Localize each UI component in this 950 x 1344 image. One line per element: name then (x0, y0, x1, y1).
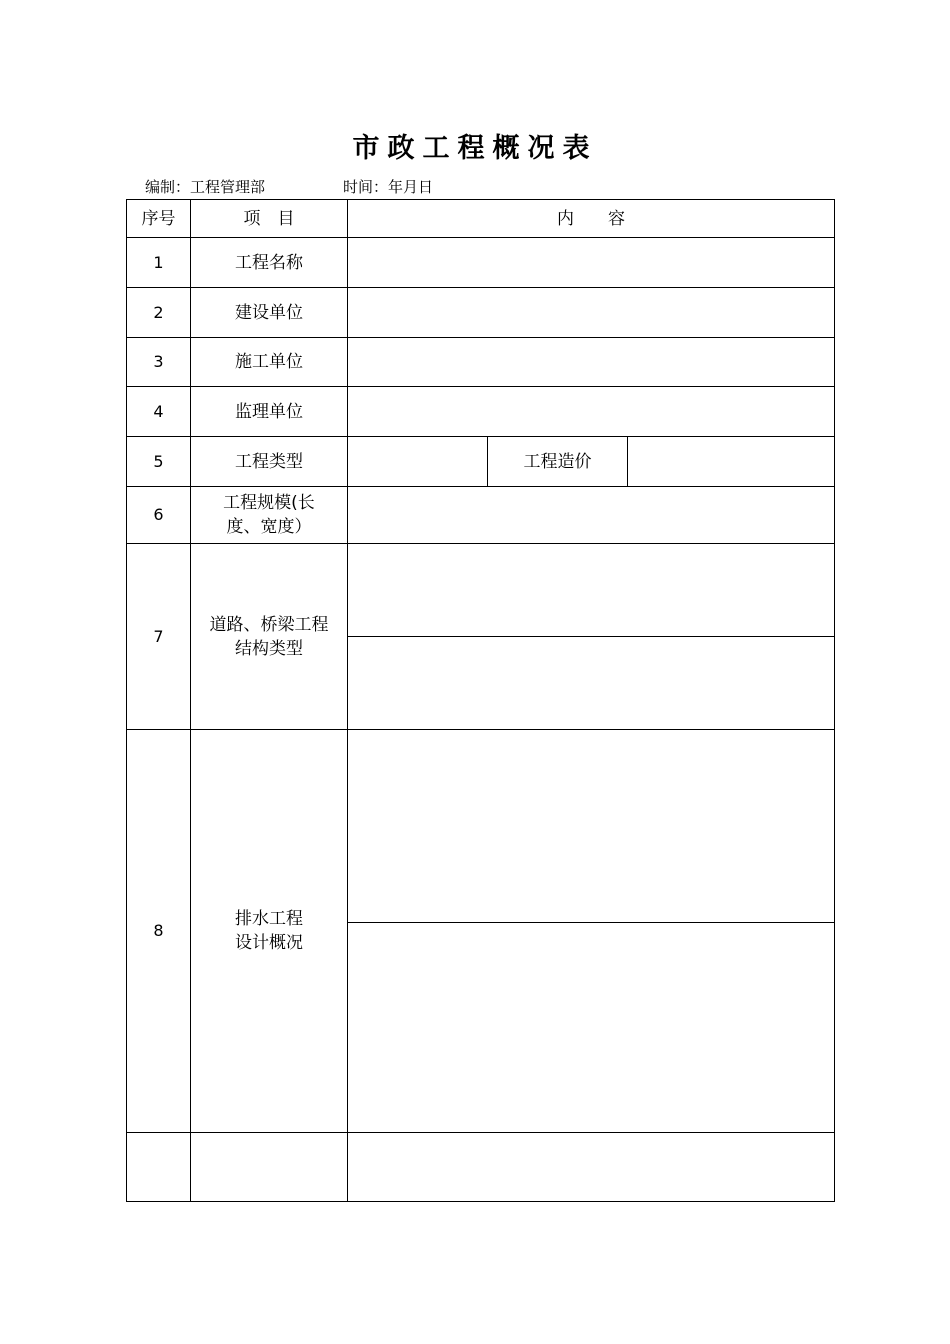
table-line (834, 199, 835, 1202)
row-label-project-cost: 工程造价 (523, 451, 592, 472)
value-cell-road-structure[interactable] (348, 544, 834, 636)
value-cell-project-cost[interactable] (628, 437, 834, 486)
value-cell-bridge-structure[interactable] (348, 637, 834, 729)
row-label-line: 度、宽度） (226, 517, 312, 537)
row-label-project-name: 工程名称 (235, 252, 303, 273)
header-item: 项 目 (243, 208, 295, 229)
value-cell-blank[interactable] (348, 1133, 834, 1201)
row-label-line: 排水工程 (235, 909, 303, 929)
row-number: 6 (153, 505, 164, 524)
value-cell-project-name[interactable] (348, 238, 834, 287)
value-cell-supervisor[interactable] (348, 387, 834, 436)
row-number: 2 (153, 302, 164, 322)
page-title: 市政工程概况表 (352, 133, 598, 164)
row-label-owner: 建设单位 (235, 302, 303, 323)
row-label-drainage-design (191, 730, 347, 1132)
row-number: 8 (153, 921, 164, 940)
row-label-project-scale (191, 487, 347, 543)
row-number: 7 (153, 626, 164, 646)
value-cell-project-scale[interactable] (348, 487, 834, 543)
value-cell-drainage-part-2[interactable] (348, 923, 834, 1132)
row-label-project-type: 工程类型 (235, 451, 303, 472)
row-number[interactable] (127, 1133, 190, 1201)
row-label-line: 道路、桥梁工程 (209, 614, 329, 635)
row-label-road-bridge-structure (191, 544, 347, 729)
row-label-supervisor: 监理单位 (235, 401, 303, 422)
row-number: 1 (153, 252, 164, 272)
row-label-line: 结构类型 (235, 638, 303, 659)
row-label-blank[interactable] (191, 1133, 347, 1201)
row-label-contractor: 施工单位 (235, 352, 303, 372)
compiler-label: 编制：工程管理部 (145, 178, 266, 196)
value-cell-project-type[interactable] (348, 437, 487, 486)
row-number: 5 (153, 451, 164, 471)
time-label: 时间：年月日 (343, 178, 434, 196)
value-cell-contractor[interactable] (348, 338, 834, 386)
table-line (126, 1201, 835, 1202)
header-content: 内 容 (557, 208, 625, 229)
header-seq: 序号 (141, 208, 176, 229)
value-cell-owner[interactable] (348, 288, 834, 337)
row-number: 4 (153, 401, 164, 421)
row-label-line: 工程规模(长 (223, 493, 315, 513)
row-number: 3 (153, 352, 164, 371)
value-cell-drainage-part-1[interactable] (348, 730, 834, 922)
row-label-line: 设计概况 (235, 933, 303, 953)
